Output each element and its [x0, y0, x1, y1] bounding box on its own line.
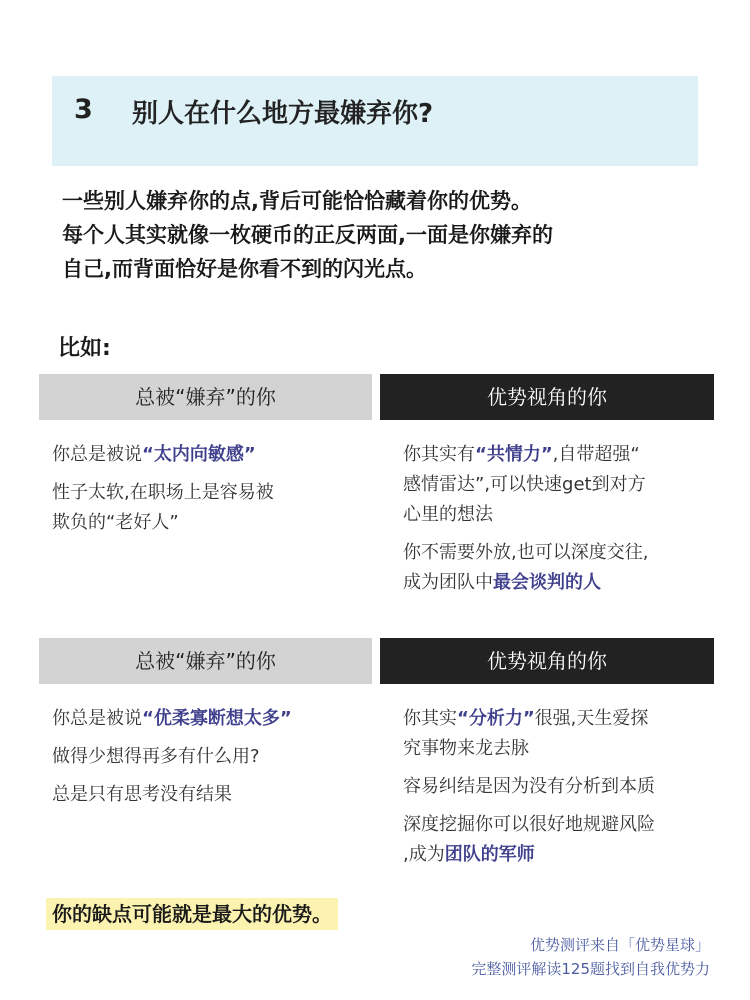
highlight-text: 最会谈判的人: [493, 572, 601, 593]
block2-right-p3-line2: [403, 840, 713, 870]
section-title: 别人在什么地方最嫌弃你?: [132, 99, 434, 129]
block2-left-header: 总被“嫌弃”的你: [39, 638, 372, 684]
block1-left-column: [52, 440, 372, 538]
text: 成为团队中: [403, 572, 493, 593]
block2-right-column: [403, 704, 713, 870]
block2-left-p1: [52, 704, 372, 734]
block1-right-p1-line3: 心里的想法: [403, 504, 493, 525]
block1-left-p1: [52, 440, 372, 470]
block2-left-p2: 做得少想得再多有什么用?: [52, 746, 260, 767]
text: 你其实: [403, 708, 457, 729]
text: 你总是被说: [52, 708, 142, 729]
for-example-label: 比如:: [58, 336, 111, 361]
block1-left-p2-line2: 欺负的“老好人”: [52, 512, 179, 533]
block1-right-p1-line2: 感情雷达”,可以快速get到对方: [403, 474, 646, 495]
text: 很强,天生爱探: [534, 708, 649, 729]
block1-left-header: 总被“嫌弃”的你: [39, 374, 372, 420]
intro-line: 自己,而背面恰好是你看不到的闪光点。: [62, 257, 427, 281]
block1-right-p2-line1: 你不需要外放,也可以深度交往,: [403, 542, 649, 563]
block2-right-p1-line2: 究事物来龙去脉: [403, 738, 529, 759]
text: ,自带超强“: [552, 444, 640, 465]
highlight-text: 团队的军师: [444, 844, 535, 865]
block1-right-column: [403, 440, 713, 598]
block1-right-header: 优势视角的你: [380, 374, 714, 420]
block2-right-p1-line1: [403, 704, 713, 734]
intro-line: 每个人其实就像一枚硬币的正反两面,一面是你嫌弃的: [62, 223, 553, 247]
highlight-text: “太内向敏感”: [142, 444, 256, 465]
highlight-text: “分析力”: [457, 708, 535, 729]
highlight-text: “共情力”: [475, 444, 553, 465]
section-number: 3: [74, 94, 93, 125]
text: 你其实有: [403, 444, 475, 465]
block2-left-column: [52, 704, 372, 810]
intro-line: 一些别人嫌弃你的点,背后可能恰恰藏着你的优势。: [62, 189, 532, 213]
highlight-text: “优柔寡断想太多”: [142, 708, 292, 729]
block2-left-p3: 总是只有思考没有结果: [52, 784, 232, 805]
block1-right-p1-line1: [403, 440, 713, 470]
block1-right-p2-line2: [403, 568, 713, 598]
text: ,成为: [403, 844, 445, 865]
block2-right-p2: 容易纠结是因为没有分析到本质: [403, 776, 655, 797]
block2-right-p3-line1: 深度挖掘你可以很好地规避风险: [403, 814, 655, 835]
credit-line-2: 完整测评解读125题找到自我优势力: [471, 960, 710, 978]
title-box: [52, 76, 698, 166]
block1-left-p2-line1: 性子太软,在职场上是容易被: [52, 482, 274, 503]
text: 你总是被说: [52, 444, 142, 465]
intro-paragraph: [62, 184, 702, 286]
block2-right-header: 优势视角的你: [380, 638, 714, 684]
credit-line-1: 优势测评来自「优势星球」: [529, 936, 710, 954]
footer-highlight: 你的缺点可能就是最大的优势。: [46, 898, 338, 930]
